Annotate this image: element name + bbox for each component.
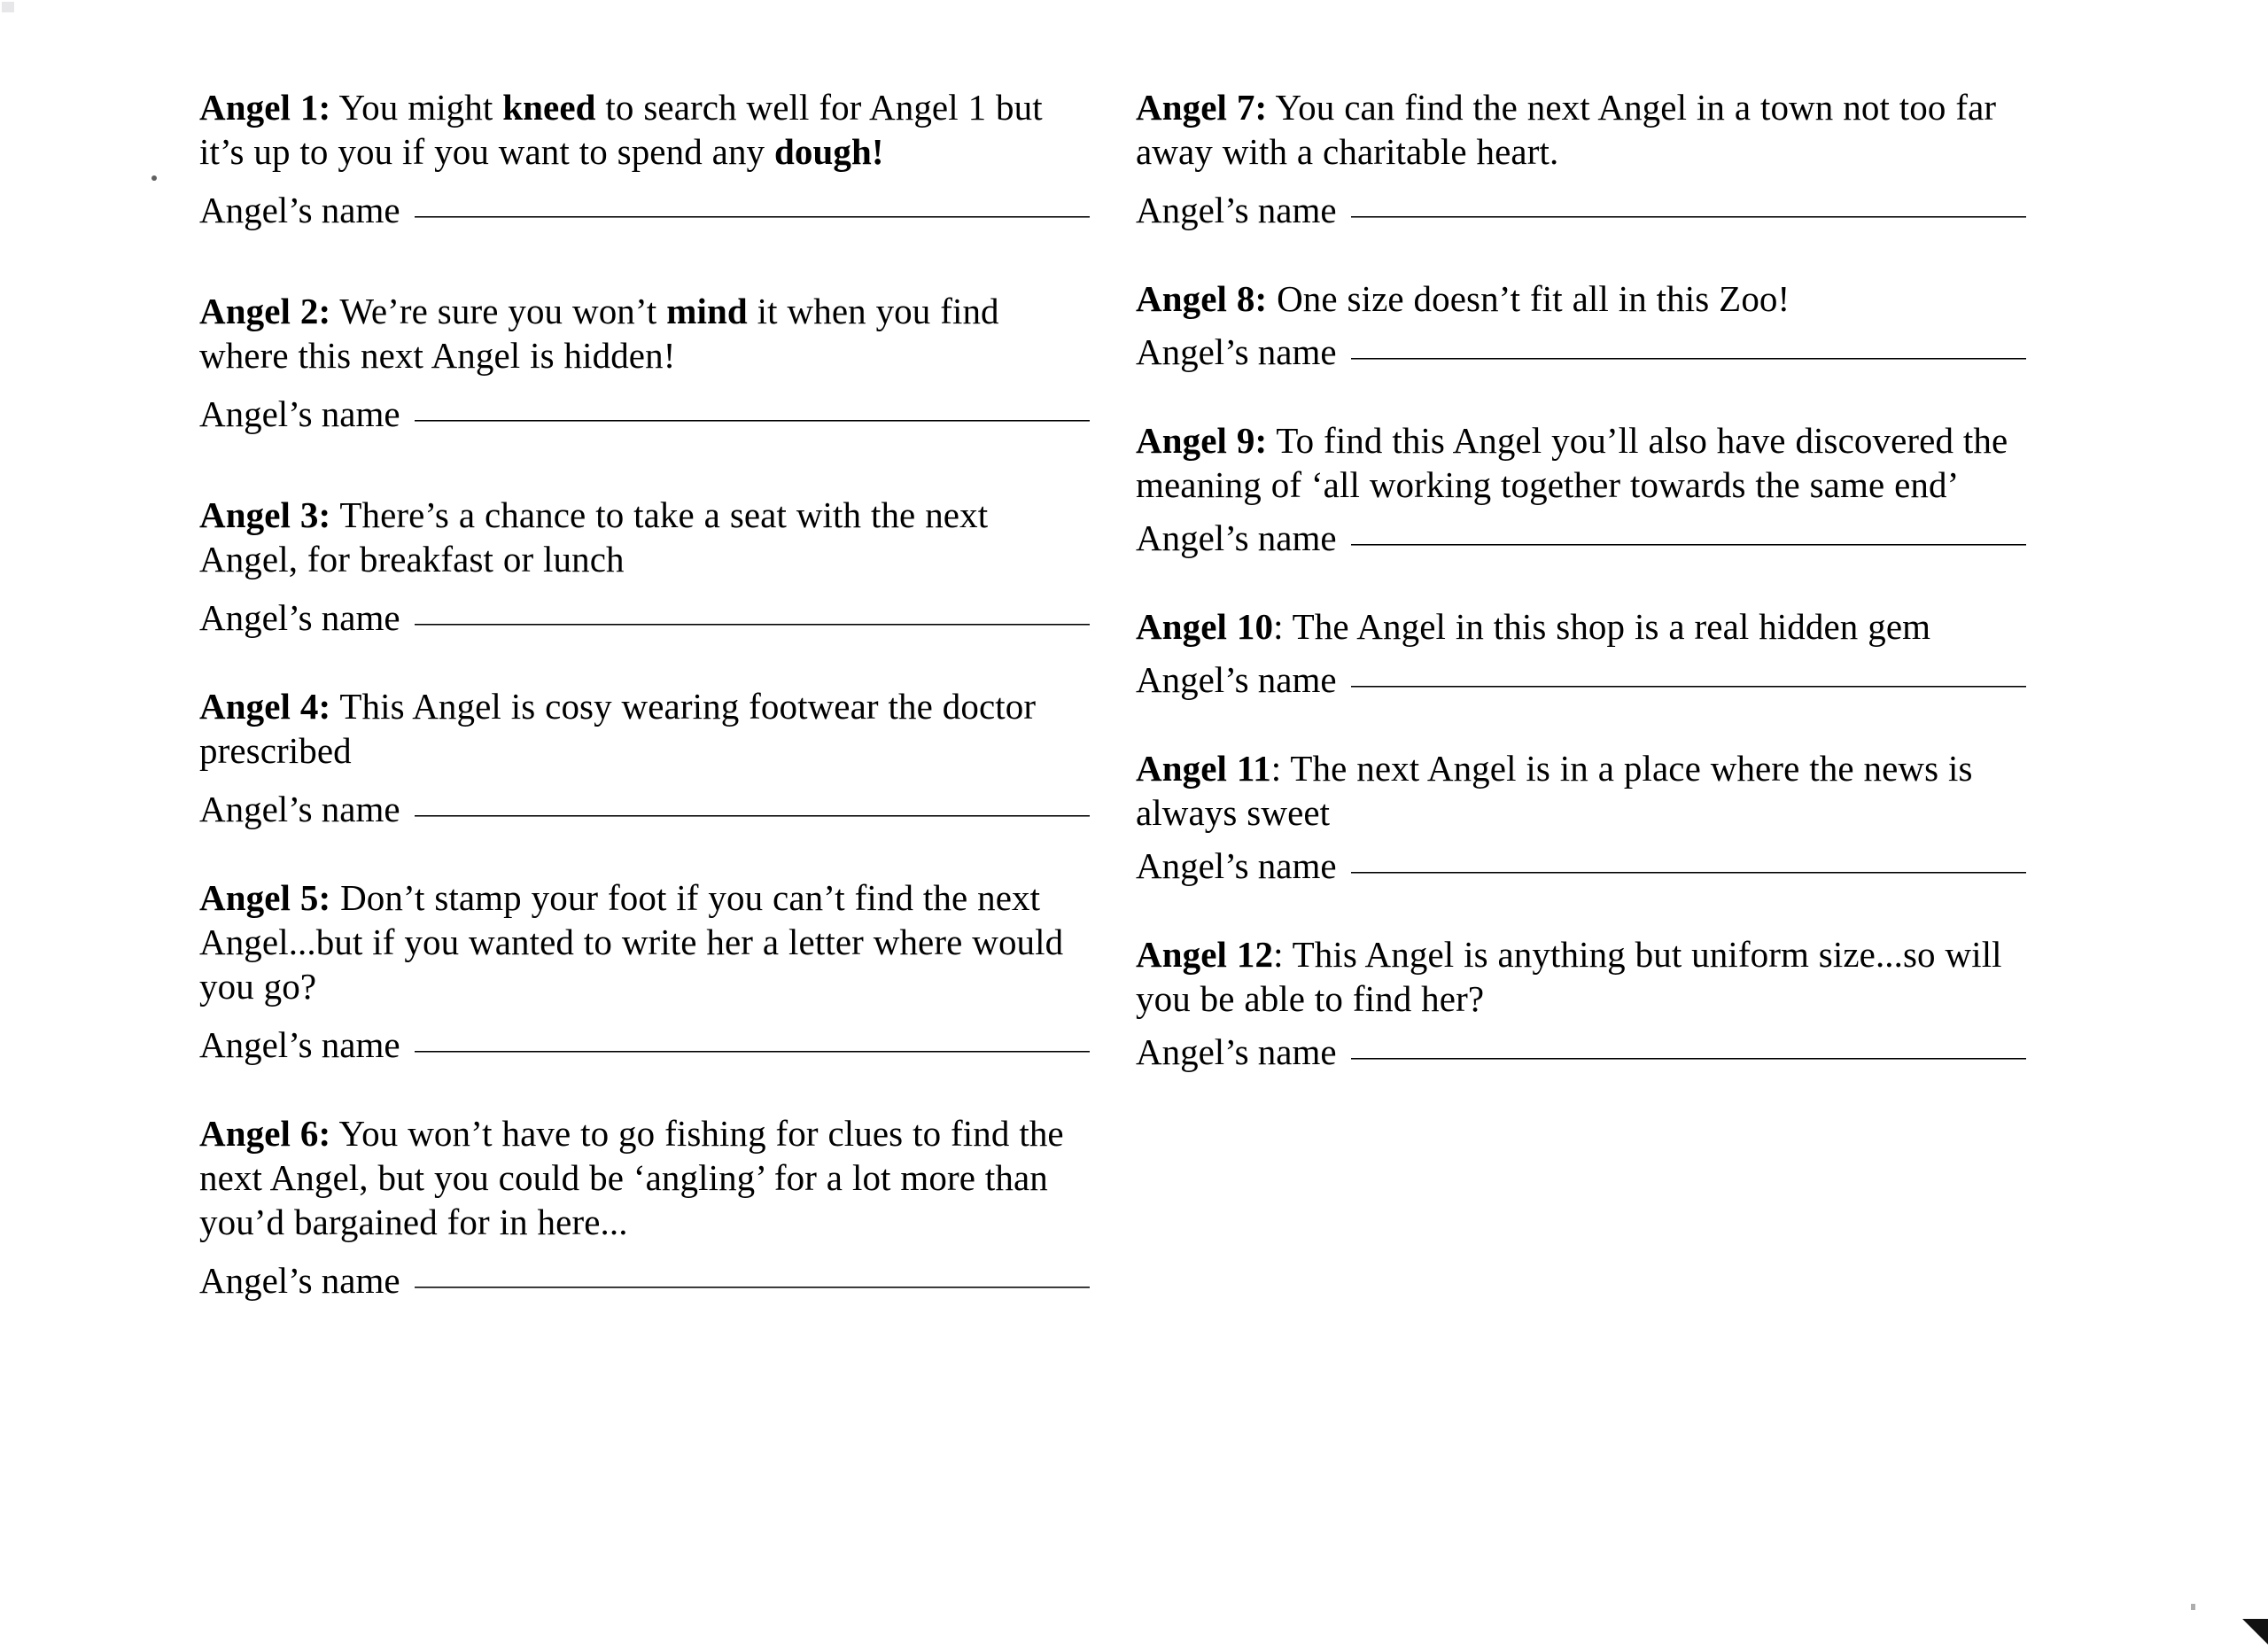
answer-row-angel-9 [1136,516,2026,560]
clue-label-angel-12: Angel 12 [1136,934,1274,976]
left-column [199,85,1090,1649]
clue-body-angel-4: This Angel is cosy wearing footwear the doctor prescribed [199,686,1037,772]
answer-row-angel-6 [199,1258,1090,1303]
answer-input-angel-7[interactable] [1351,216,2026,217]
clue-body-angel-1-a: You might [330,87,503,128]
clue-body-angel-2-b: it when you find where this next Angel is hidden! [199,291,999,377]
answer-input-angel-12[interactable] [1351,1058,2026,1059]
clue-body-angel-6: You won’t have to go fishing for clues to find the next Angel, but you could be ‘angling’ for a lot more than you’d bargained for in here... [199,1113,1064,1243]
clue-block-angel-8 [1136,276,2026,374]
clue-text-angel-5 [199,875,1090,1008]
clue-label-angel-4: Angel 4: [199,686,331,727]
clue-block-angel-9 [1136,418,2026,560]
answer-row-angel-1 [199,188,1090,232]
clue-block-angel-12 [1136,932,2026,1074]
answer-input-angel-10[interactable] [1351,686,2026,687]
answer-input-angel-3[interactable] [415,624,1090,625]
clue-label-angel-11: Angel 11 [1136,748,1271,789]
clue-label-angel-7: Angel 7: [1136,87,1268,128]
answer-label-angel-8: Angel’s name [1136,331,1337,373]
answer-row-angel-8 [1136,330,2026,374]
answer-row-angel-2 [199,392,1090,436]
answer-input-angel-2[interactable] [415,420,1090,421]
clue-text-angel-8 [1136,276,2026,321]
clue-body-angel-8: One size doesn’t fit all in this Zoo! [1267,278,1790,320]
clue-text-angel-3 [199,493,1090,581]
clue-emphasis-dough: dough! [774,131,884,173]
clue-block-angel-6 [199,1111,1090,1303]
answer-row-angel-12 [1136,1030,2026,1074]
clue-label-angel-9: Angel 9: [1136,420,1268,462]
answer-label-angel-9: Angel’s name [1136,517,1337,559]
clue-label-angel-5: Angel 5: [199,877,331,919]
clue-body-angel-1-b: to search well for Angel 1 but it’s up to you if you want to spend any [199,87,1043,173]
clue-block-angel-2 [199,289,1090,436]
clue-text-angel-12 [1136,932,2026,1021]
clue-text-angel-2 [199,289,1090,377]
answer-input-angel-1[interactable] [415,216,1090,217]
clue-block-angel-5 [199,875,1090,1067]
answer-label-angel-12: Angel’s name [1136,1031,1337,1073]
clue-body-angel-10: : The Angel in this shop is a real hidden gem [1273,606,1931,648]
clue-label-angel-6: Angel 6: [199,1113,331,1155]
clue-text-angel-11 [1136,746,2026,835]
clue-block-angel-10 [1136,604,2026,702]
clue-text-angel-10 [1136,604,2026,649]
clue-emphasis-mind: mind [666,291,748,332]
answer-row-angel-4 [199,787,1090,831]
clue-block-angel-1 [199,85,1090,232]
answer-label-angel-3: Angel’s name [199,597,400,639]
clue-body-angel-3: There’s a chance to take a seat with the next Angel, for breakfast or lunch [199,494,989,580]
clue-body-angel-12: : This Angel is anything but uniform size...so will you be able to find her? [1136,934,2002,1020]
clue-body-angel-9: To find this Angel you’ll also have discovered the meaning of ‘all working together towards the same end’ [1136,420,2008,506]
answer-label-angel-4: Angel’s name [199,789,400,830]
answer-label-angel-1: Angel’s name [199,190,400,231]
answer-label-angel-5: Angel’s name [199,1024,400,1066]
answer-row-angel-10 [1136,657,2026,702]
answer-input-angel-5[interactable] [415,1051,1090,1052]
right-column [1136,85,2026,1649]
answer-label-angel-7: Angel’s name [1136,190,1337,231]
clue-text-angel-9 [1136,418,2026,507]
clue-label-angel-3: Angel 3: [199,494,331,536]
answer-label-angel-6: Angel’s name [199,1260,400,1302]
clue-emphasis-kneed: kneed [502,87,596,128]
clue-text-angel-1 [199,85,1090,174]
answer-input-angel-9[interactable] [1351,544,2026,545]
clue-block-angel-3 [199,493,1090,640]
answer-row-angel-3 [199,595,1090,640]
clue-text-angel-6 [199,1111,1090,1244]
clue-body-angel-11: : The next Angel is in a place where the news is always sweet [1136,748,1973,834]
clue-label-angel-2: Angel 2: [199,291,331,332]
clue-block-angel-7 [1136,85,2026,232]
clue-label-angel-1: Angel 1: [199,87,331,128]
clue-label-angel-8: Angel 8: [1136,278,1268,320]
clue-text-angel-4 [199,684,1090,773]
answer-label-angel-11: Angel’s name [1136,845,1337,887]
answer-input-angel-8[interactable] [1351,358,2026,359]
clue-body-angel-2-a: We’re sure you won’t [330,291,667,332]
clue-block-angel-11 [1136,746,2026,888]
answer-input-angel-4[interactable] [415,815,1090,816]
answer-label-angel-2: Angel’s name [199,393,400,435]
clue-body-angel-7: You can find the next Angel in a town not too far away with a charitable heart. [1136,87,1997,173]
answer-row-angel-7 [1136,188,2026,232]
answer-input-angel-11[interactable] [1351,872,2026,873]
clue-block-angel-4 [199,684,1090,831]
clue-body-angel-5: Don’t stamp your foot if you can’t find the next Angel...but if you wanted to write her a letter where would you go? [199,877,1064,1007]
answer-row-angel-5 [199,1023,1090,1067]
clue-label-angel-10: Angel 10 [1136,606,1274,648]
clue-text-angel-7 [1136,85,2026,174]
answer-label-angel-10: Angel’s name [1136,659,1337,701]
answer-row-angel-11 [1136,844,2026,888]
